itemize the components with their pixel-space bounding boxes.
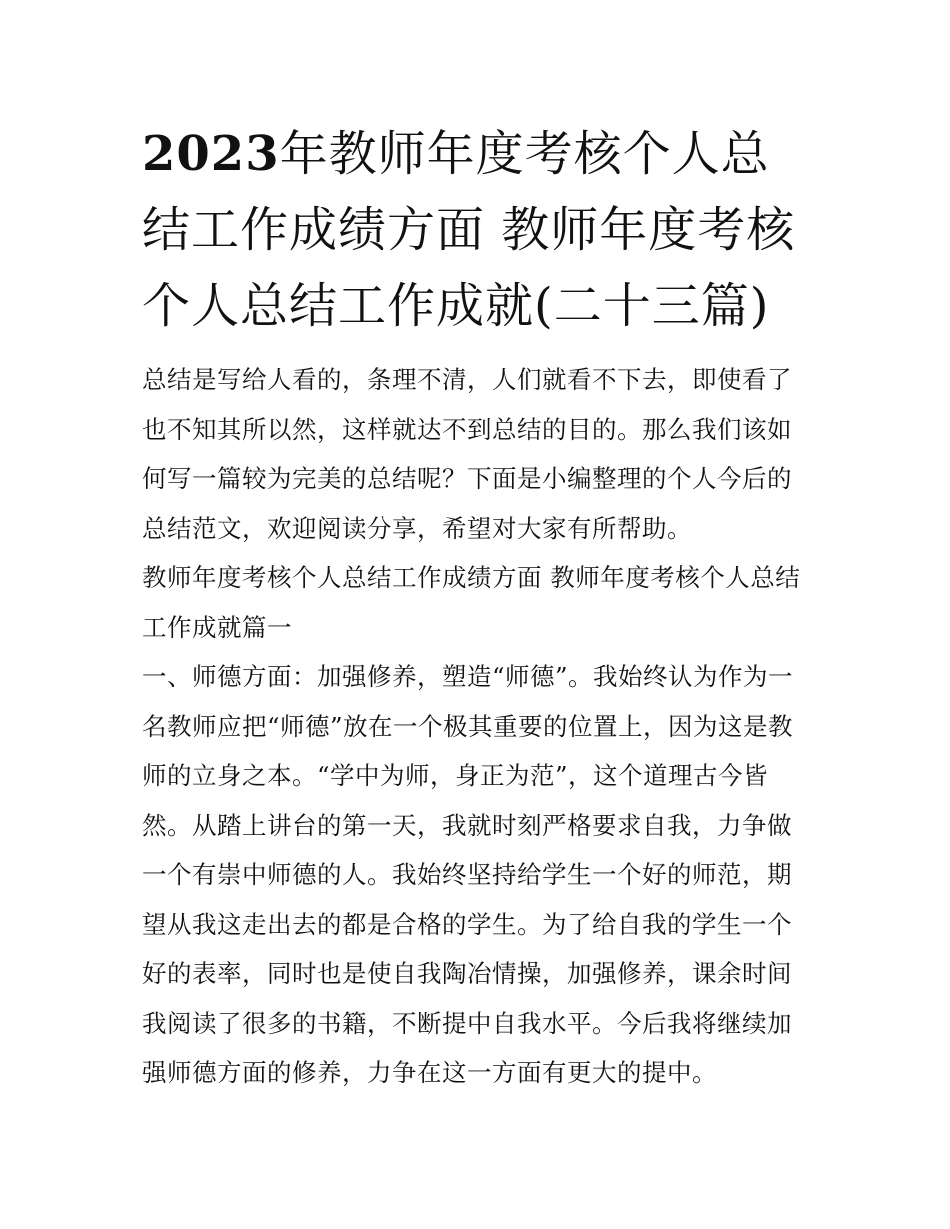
title-text: 年教师年度考核个人总结工作成绩方面 教师年度考核个人总结工作成就(二十三篇): [142, 126, 796, 334]
title-year: 2023: [142, 126, 280, 182]
section-heading: 教师年度考核个人总结工作成绩方面 教师年度考核个人总结工作成就篇一: [142, 563, 801, 642]
document-body: [142, 355, 814, 1098]
intro-paragraph: 总结是写给人看的，条理不清，人们就看不下去，即使看了也不知其所以然，这样就达不到总结的目的。那么我们该如何写一篇较为完美的总结呢？下面是小编整理的个人今后的总结范文，欢迎阅读分享，希望对大家有所帮助。: [142, 365, 792, 543]
body-paragraph: 一、师德方面：加强修养，塑造“师德”。我始终认为作为一名教师应把“师德”放在一个极其重要的位置上，因为这是教师的立身之本。“学中为师，身正为范”，这个道理古今皆然。从踏上讲台的第一天，我就时刻严格要求自我，力争做一个有崇中师德的人。我始终坚持给学生一个好的师范，期望从我这走出去的都是合格的学生。为了给自我的学生一个好的表率，同时也是使自我陶冶情操，加强修养，课余时间我阅读了很多的书籍，不断提中自我水平。今后我将继续加强师德方面的修养，力争在这一方面有更大的提中。: [142, 662, 794, 1087]
document-title: [142, 116, 810, 344]
